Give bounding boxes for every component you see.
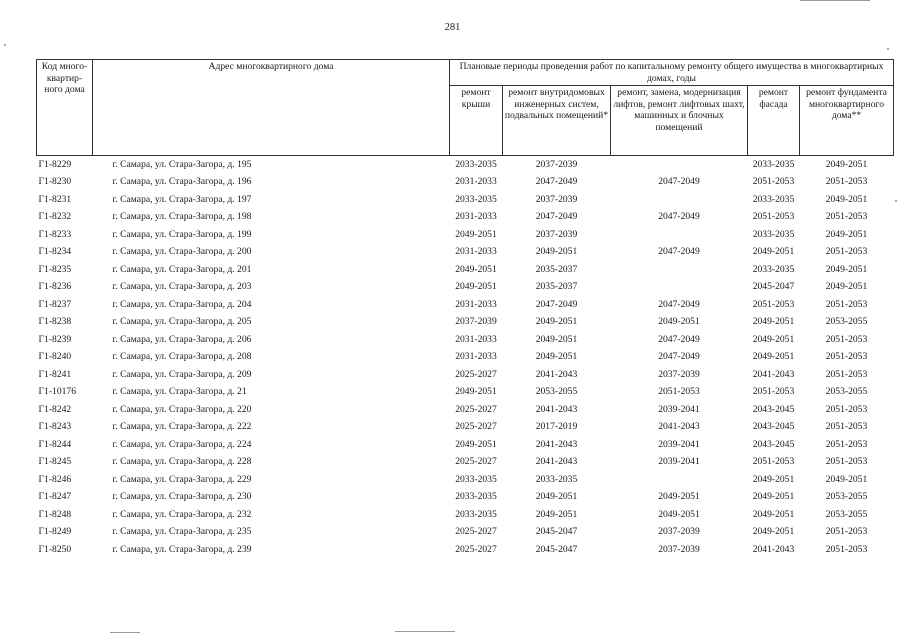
cell-code: Г1-8242 <box>38 403 72 415</box>
cell-facade: 2043-2045 <box>752 403 795 415</box>
cell-foundation: 2053-2055 <box>825 316 868 328</box>
cell-foundation: 2049-2051 <box>825 158 868 170</box>
header-systems: ремонт внутридомовых инженерных систем, подвальных помещений* <box>503 86 611 156</box>
header-periods: Плановые периоды проведения работ по капитальному ремонту общего имущества в многоквартирных домах, годы <box>450 60 894 86</box>
cell-foundation: 2051-2053 <box>825 246 868 258</box>
cell-foundation: 2051-2053 <box>825 368 868 380</box>
cell-address: г. Самара, ул. Стара-Загора, д. 229 <box>112 473 252 485</box>
cell-roof: 2037-2039 <box>455 316 497 328</box>
cell-systems: 2049-2051 <box>535 316 578 328</box>
cell-facade: 2049-2051 <box>752 473 795 485</box>
cell-systems: 2049-2051 <box>535 508 578 520</box>
table-row <box>37 471 894 489</box>
cell-roof: 2025-2027 <box>455 403 497 415</box>
cell-roof: 2025-2027 <box>455 368 497 380</box>
cell-code: Г1-8238 <box>38 316 72 328</box>
cell-elevators <box>611 261 748 279</box>
cell-roof: 2031-2033 <box>455 176 497 188</box>
cell-roof: 2025-2027 <box>455 421 497 433</box>
cell-elevators <box>611 191 748 209</box>
table-row <box>37 541 894 559</box>
cell-facade: 2033-2035 <box>752 263 795 275</box>
table-row <box>37 279 894 297</box>
cell-facade: 2033-2035 <box>752 228 795 240</box>
cell-roof: 2049-2051 <box>455 438 497 450</box>
scan-artifact <box>110 632 140 633</box>
cell-facade: 2051-2053 <box>752 176 795 188</box>
cell-address: г. Самара, ул. Стара-Загора, д. 197 <box>112 193 252 205</box>
cell-foundation: 2051-2053 <box>825 543 868 555</box>
cell-code: Г1-8245 <box>38 456 72 468</box>
cell-systems: 2041-2043 <box>535 438 578 450</box>
cell-systems: 2041-2043 <box>535 403 578 415</box>
cell-systems: 2037-2039 <box>535 193 578 205</box>
table-row <box>37 436 894 454</box>
cell-elevators: 2047-2049 <box>658 298 700 310</box>
cell-facade: 2051-2053 <box>752 211 795 223</box>
cell-foundation: 2051-2053 <box>825 456 868 468</box>
cell-roof: 2025-2027 <box>455 526 497 538</box>
cell-facade: 2043-2045 <box>752 421 795 433</box>
cell-address: г. Самара, ул. Стара-Загора, д. 222 <box>112 421 252 433</box>
header-address: Адрес многоквартирного дома <box>93 60 450 156</box>
page-number: 281 <box>444 22 461 33</box>
cell-code: Г1-8229 <box>38 158 72 170</box>
cell-facade: 2049-2051 <box>752 316 795 328</box>
cell-systems: 2049-2051 <box>535 351 578 363</box>
table-row <box>37 226 894 244</box>
cell-elevators: 2039-2041 <box>658 438 700 450</box>
cell-elevators: 2047-2049 <box>658 351 700 363</box>
cell-code: Г1-8236 <box>38 281 72 293</box>
scan-artifact <box>395 631 455 632</box>
cell-code: Г1-8250 <box>38 543 72 555</box>
cell-code: Г1-8246 <box>38 473 72 485</box>
cell-facade: 2051-2053 <box>752 456 795 468</box>
table-row <box>37 314 894 332</box>
cell-foundation: 2049-2051 <box>825 193 868 205</box>
cell-code: Г1-8243 <box>38 421 72 433</box>
cell-foundation: 2053-2055 <box>825 491 868 503</box>
cell-address: г. Самара, ул. Стара-Загора, д. 203 <box>112 281 252 293</box>
cell-roof: 2025-2027 <box>455 543 497 555</box>
cell-roof: 2033-2035 <box>455 491 497 503</box>
cell-systems: 2037-2039 <box>535 228 578 240</box>
header-elevators: ремонт, замена, модернизация лифтов, ремонт лифтовых шахт, машинных и блочных помещений <box>611 86 748 156</box>
cell-foundation: 2053-2055 <box>825 508 868 520</box>
cell-systems: 2035-2037 <box>535 281 578 293</box>
cell-foundation: 2051-2053 <box>825 298 868 310</box>
cell-elevators: 2037-2039 <box>658 526 700 538</box>
cell-address: г. Самара, ул. Стара-Загора, д. 220 <box>112 403 252 415</box>
cell-elevators <box>611 471 748 489</box>
table-row <box>37 244 894 262</box>
table-header <box>37 60 894 156</box>
cell-code: Г1-8231 <box>38 193 72 205</box>
cell-foundation: 2051-2053 <box>825 351 868 363</box>
cell-roof: 2031-2033 <box>455 246 497 258</box>
table-row <box>37 366 894 384</box>
cell-code: Г1-8233 <box>38 228 72 240</box>
cell-elevators: 2047-2049 <box>658 246 700 258</box>
cell-foundation: 2049-2051 <box>825 263 868 275</box>
cell-systems: 2017-2019 <box>535 421 578 433</box>
cell-code: Г1-8239 <box>38 333 72 345</box>
table-row <box>37 209 894 227</box>
cell-elevators: 2047-2049 <box>658 211 700 223</box>
cell-facade: 2041-2043 <box>752 543 795 555</box>
cell-foundation: 2049-2051 <box>825 228 868 240</box>
cell-roof: 2049-2051 <box>455 263 497 275</box>
table-row <box>37 524 894 542</box>
cell-systems: 2049-2051 <box>535 491 578 503</box>
table-row <box>37 261 894 279</box>
cell-code: Г1-10176 <box>38 386 77 398</box>
cell-code: Г1-8241 <box>38 368 72 380</box>
cell-elevators: 2049-2051 <box>658 508 700 520</box>
table-row <box>37 454 894 472</box>
table-row <box>37 174 894 192</box>
cell-address: г. Самара, ул. Стара-Загора, д. 195 <box>112 158 252 170</box>
cell-systems: 2033-2035 <box>535 473 578 485</box>
cell-systems: 2047-2049 <box>535 298 578 310</box>
cell-foundation: 2051-2053 <box>825 403 868 415</box>
cell-systems: 2045-2047 <box>535 526 578 538</box>
cell-roof: 2033-2035 <box>455 508 497 520</box>
cell-systems: 2053-2055 <box>535 386 578 398</box>
cell-elevators: 2037-2039 <box>658 543 700 555</box>
table-body <box>37 156 894 559</box>
cell-facade: 2051-2053 <box>752 298 795 310</box>
cell-roof: 2049-2051 <box>455 386 497 398</box>
cell-code: Г1-8234 <box>38 246 72 258</box>
cell-foundation: 2051-2053 <box>825 176 868 188</box>
table-row <box>37 156 894 174</box>
cell-address: г. Самара, ул. Стара-Загора, д. 21 <box>112 386 247 398</box>
scan-speck <box>887 48 889 50</box>
cell-facade: 2049-2051 <box>752 491 795 503</box>
table-row <box>37 349 894 367</box>
table-row <box>37 191 894 209</box>
header-roof: ремонт крыши <box>450 86 503 156</box>
table-row <box>37 401 894 419</box>
cell-facade: 2049-2051 <box>752 351 795 363</box>
cell-roof: 2033-2035 <box>455 158 497 170</box>
cell-address: г. Самара, ул. Стара-Загора, д. 201 <box>112 263 252 275</box>
table-row <box>37 489 894 507</box>
cell-elevators: 2051-2053 <box>658 386 700 398</box>
cell-facade: 2033-2035 <box>752 158 795 170</box>
cell-address: г. Самара, ул. Стара-Загора, д. 205 <box>112 316 252 328</box>
scan-speck <box>895 200 897 202</box>
header-foundation: ремонт фундамента многоквартирного дома** <box>800 86 894 156</box>
cell-elevators <box>611 226 748 244</box>
table-row <box>37 506 894 524</box>
cell-elevators: 2047-2049 <box>658 333 700 345</box>
scan-artifact <box>800 0 870 1</box>
cell-elevators: 2039-2041 <box>658 403 700 415</box>
cell-systems: 2047-2049 <box>535 211 578 223</box>
cell-address: г. Самара, ул. Стара-Загора, д. 199 <box>112 228 252 240</box>
cell-code: Г1-8248 <box>38 508 72 520</box>
table-row <box>37 296 894 314</box>
cell-address: г. Самара, ул. Стара-Загора, д. 235 <box>112 526 252 538</box>
cell-facade: 2049-2051 <box>752 246 795 258</box>
cell-elevators: 2039-2041 <box>658 456 700 468</box>
cell-foundation: 2051-2053 <box>825 333 868 345</box>
cell-elevators <box>611 279 748 297</box>
table-row <box>37 384 894 402</box>
cell-code: Г1-8232 <box>38 211 72 223</box>
cell-foundation: 2049-2051 <box>825 281 868 293</box>
cell-code: Г1-8237 <box>38 298 72 310</box>
cell-foundation: 2051-2053 <box>825 421 868 433</box>
cell-elevators: 2041-2043 <box>658 421 700 433</box>
cell-systems: 2047-2049 <box>535 176 578 188</box>
table-row <box>37 331 894 349</box>
cell-roof: 2031-2033 <box>455 333 497 345</box>
cell-facade: 2049-2051 <box>752 508 795 520</box>
cell-facade: 2049-2051 <box>752 526 795 538</box>
cell-roof: 2049-2051 <box>455 228 497 240</box>
cell-roof: 2031-2033 <box>455 211 497 223</box>
cell-address: г. Самара, ул. Стара-Загора, д. 228 <box>112 456 252 468</box>
cell-facade: 2041-2043 <box>752 368 795 380</box>
cell-code: Г1-8235 <box>38 263 72 275</box>
header-facade: ремонт фасада <box>748 86 800 156</box>
cell-roof: 2033-2035 <box>455 473 497 485</box>
cell-address: г. Самара, ул. Стара-Загора, д. 224 <box>112 438 252 450</box>
cell-code: Г1-8249 <box>38 526 72 538</box>
cell-code: Г1-8230 <box>38 176 72 188</box>
cell-address: г. Самара, ул. Стара-Загора, д. 232 <box>112 508 252 520</box>
cell-address: г. Самара, ул. Стара-Загора, д. 206 <box>112 333 252 345</box>
table-row <box>37 419 894 437</box>
scan-speck <box>4 44 6 46</box>
cell-address: г. Самара, ул. Стара-Загора, д. 230 <box>112 491 252 503</box>
cell-elevators <box>611 156 748 174</box>
header-code: Код много-квартир-ного дома <box>37 60 93 156</box>
cell-address: г. Самара, ул. Стара-Загора, д. 196 <box>112 176 252 188</box>
cell-roof: 2031-2033 <box>455 351 497 363</box>
cell-address: г. Самара, ул. Стара-Загора, д. 200 <box>112 246 252 258</box>
cell-foundation: 2049-2051 <box>825 473 868 485</box>
cell-systems: 2041-2043 <box>535 368 578 380</box>
cell-systems: 2041-2043 <box>535 456 578 468</box>
cell-facade: 2045-2047 <box>752 281 795 293</box>
cell-elevators: 2047-2049 <box>658 176 700 188</box>
cell-roof: 2049-2051 <box>455 281 497 293</box>
repair-schedule-table <box>36 59 894 559</box>
cell-elevators: 2049-2051 <box>658 316 700 328</box>
cell-systems: 2049-2051 <box>535 246 578 258</box>
cell-systems: 2049-2051 <box>535 333 578 345</box>
cell-address: г. Самара, ул. Стара-Загора, д. 198 <box>112 211 252 223</box>
cell-systems: 2045-2047 <box>535 543 578 555</box>
cell-code: Г1-8247 <box>38 491 72 503</box>
cell-address: г. Самара, ул. Стара-Загора, д. 239 <box>112 543 252 555</box>
cell-facade: 2033-2035 <box>752 193 795 205</box>
cell-foundation: 2051-2053 <box>825 526 868 538</box>
cell-elevators: 2049-2051 <box>658 491 700 503</box>
cell-foundation: 2053-2055 <box>825 386 868 398</box>
cell-foundation: 2051-2053 <box>825 438 868 450</box>
cell-roof: 2025-2027 <box>455 456 497 468</box>
cell-address: г. Самара, ул. Стара-Загора, д. 208 <box>112 351 252 363</box>
cell-facade: 2049-2051 <box>752 333 795 345</box>
cell-systems: 2037-2039 <box>535 158 578 170</box>
cell-systems: 2035-2037 <box>535 263 578 275</box>
cell-code: Г1-8244 <box>38 438 72 450</box>
cell-facade: 2043-2045 <box>752 438 795 450</box>
cell-facade: 2051-2053 <box>752 386 795 398</box>
cell-address: г. Самара, ул. Стара-Загора, д. 209 <box>112 368 252 380</box>
cell-roof: 2033-2035 <box>455 193 497 205</box>
cell-foundation: 2051-2053 <box>825 211 868 223</box>
cell-code: Г1-8240 <box>38 351 72 363</box>
cell-elevators: 2037-2039 <box>658 368 700 380</box>
cell-roof: 2031-2033 <box>455 298 497 310</box>
cell-address: г. Самара, ул. Стара-Загора, д. 204 <box>112 298 252 310</box>
